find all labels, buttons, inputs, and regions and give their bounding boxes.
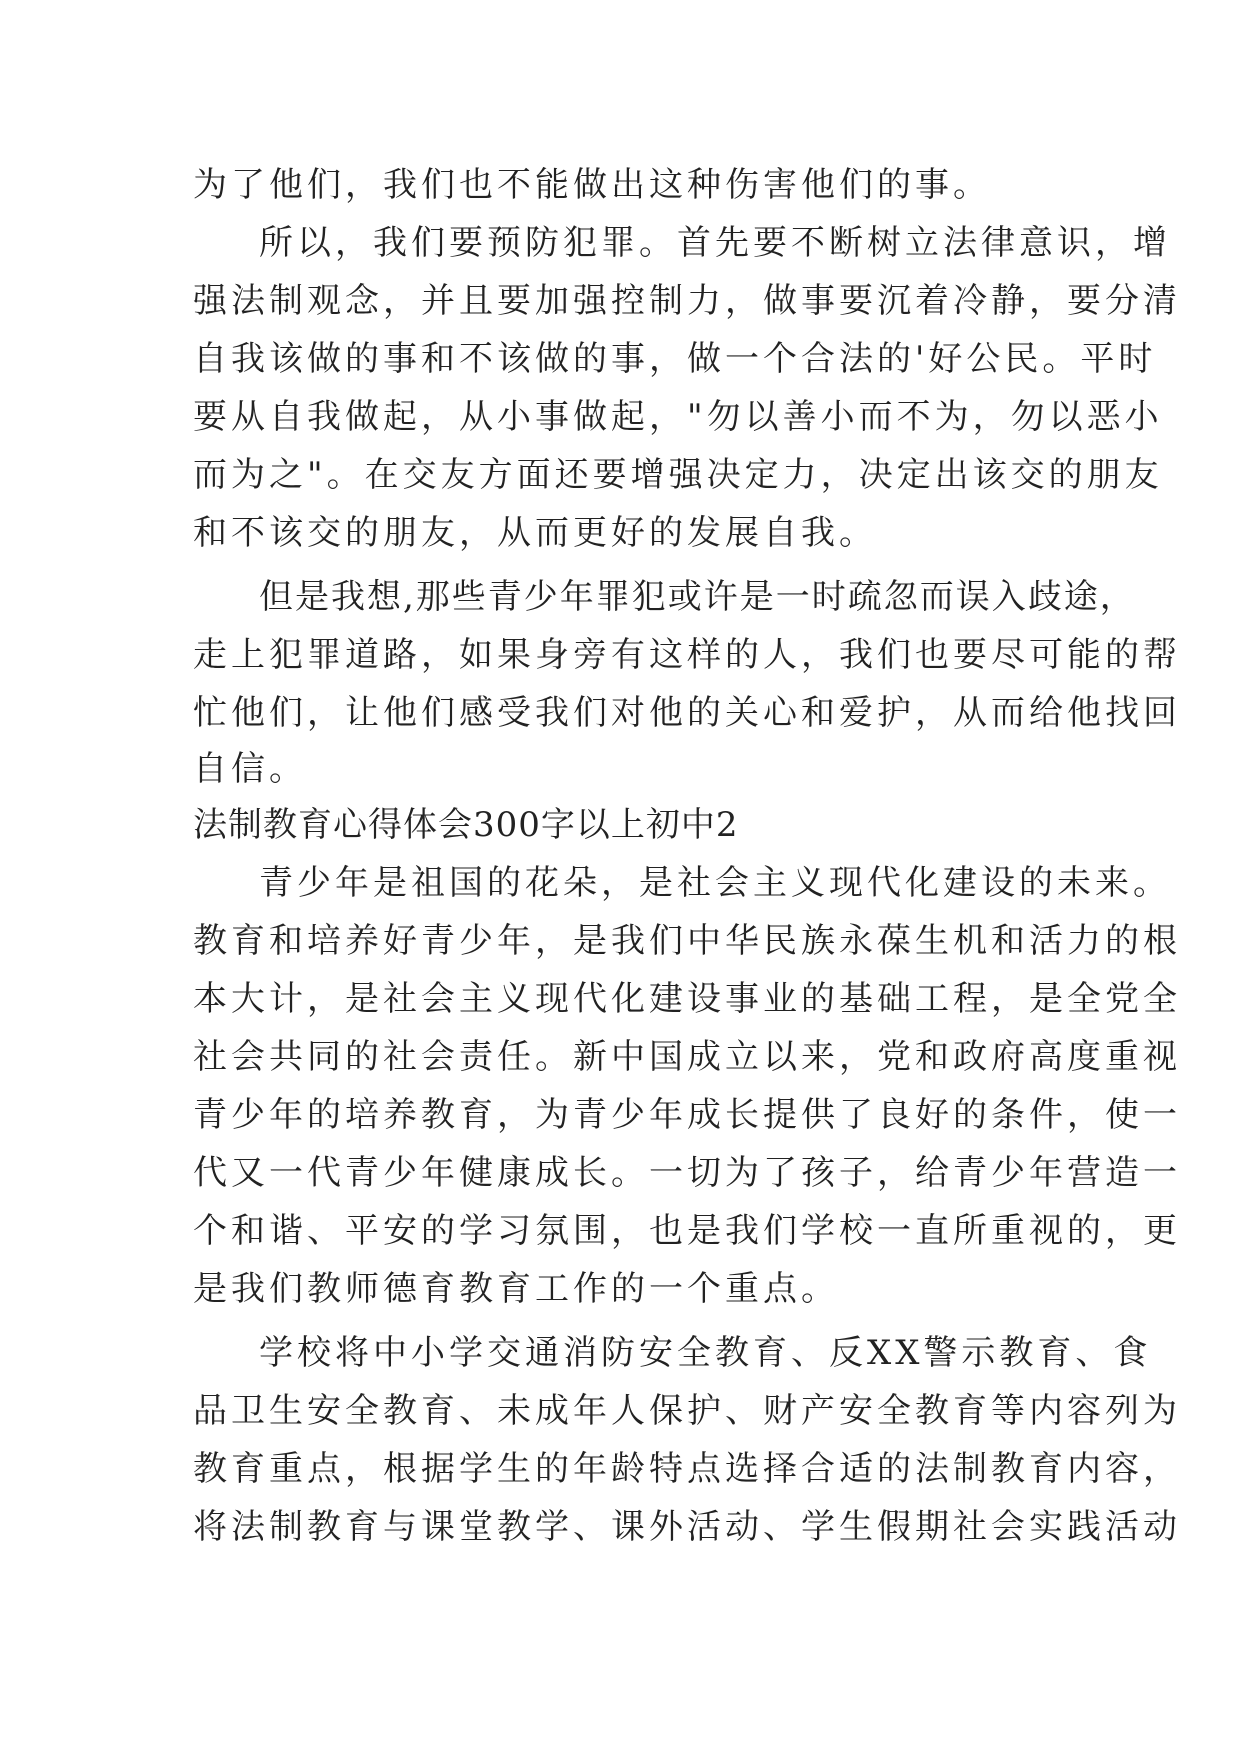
paragraph-3-line: 自信。 — [193, 749, 307, 789]
paragraph-2-line: 强法制观念，并且要加强控制力，做事要沉着冷静，要分清 — [193, 281, 1181, 321]
paragraph-3-line: 忙他们，让他们感受我们对他的关心和爱护，从而给他找回 — [193, 693, 1181, 733]
paragraph-4-line: 青少年是祖国的花朵，是社会主义现代化建设的未来。 — [259, 863, 1171, 903]
paragraph-2-line: 和不该交的朋友，从而更好的发展自我。 — [193, 513, 877, 553]
section-heading: 法制教育心得体会300字以上初中2 — [193, 805, 739, 845]
paragraph-1-line: 为了他们，我们也不能做出这种伤害他们的事。 — [193, 165, 991, 205]
paragraph-4-line: 青少年的培养教育，为青少年成长提供了良好的条件，使一 — [193, 1095, 1181, 1135]
paragraph-5-line: 学校将中小学交通消防安全教育、反XX警示教育、食 — [259, 1333, 1152, 1373]
paragraph-4-line: 本大计，是社会主义现代化建设事业的基础工程，是全党全 — [193, 979, 1181, 1019]
paragraph-4-line: 个和谐、平安的学习氛围，也是我们学校一直所重视的，更 — [193, 1211, 1181, 1251]
paragraph-4-line: 教育和培养好青少年，是我们中华民族永葆生机和活力的根 — [193, 921, 1181, 961]
paragraph-2-line: 而为之"。在交友方面还要增强决定力，决定出该交的朋友 — [193, 455, 1163, 495]
paragraph-2-line: 自我该做的事和不该做的事，做一个合法的'好公民。平时 — [193, 339, 1157, 379]
paragraph-3-line: 但是我想,那些青少年罪犯或许是一时疏忽而误入歧途， — [259, 577, 1136, 617]
paragraph-2-line: 所以，我们要预防犯罪。首先要不断树立法律意识，增 — [259, 223, 1171, 263]
paragraph-3-line: 走上犯罪道路，如果身旁有这样的人，我们也要尽可能的帮 — [193, 635, 1181, 675]
paragraph-4-line: 代又一代青少年健康成长。一切为了孩子，给青少年营造一 — [193, 1153, 1181, 1193]
paragraph-5-line: 品卫生安全教育、未成年人保护、财产安全教育等内容列为 — [193, 1391, 1181, 1431]
paragraph-2-line: 要从自我做起，从小事做起，"勿以善小而不为，勿以恶小 — [193, 397, 1163, 437]
paragraph-5-line: 教育重点，根据学生的年龄特点选择合适的法制教育内容， — [193, 1449, 1181, 1489]
paragraph-5-line: 将法制教育与课堂教学、课外活动、学生假期社会实践活动 — [193, 1507, 1181, 1547]
paragraph-4-line: 社会共同的社会责任。新中国成立以来，党和政府高度重视 — [193, 1037, 1181, 1077]
paragraph-4-line: 是我们教师德育教育工作的一个重点。 — [193, 1269, 839, 1309]
